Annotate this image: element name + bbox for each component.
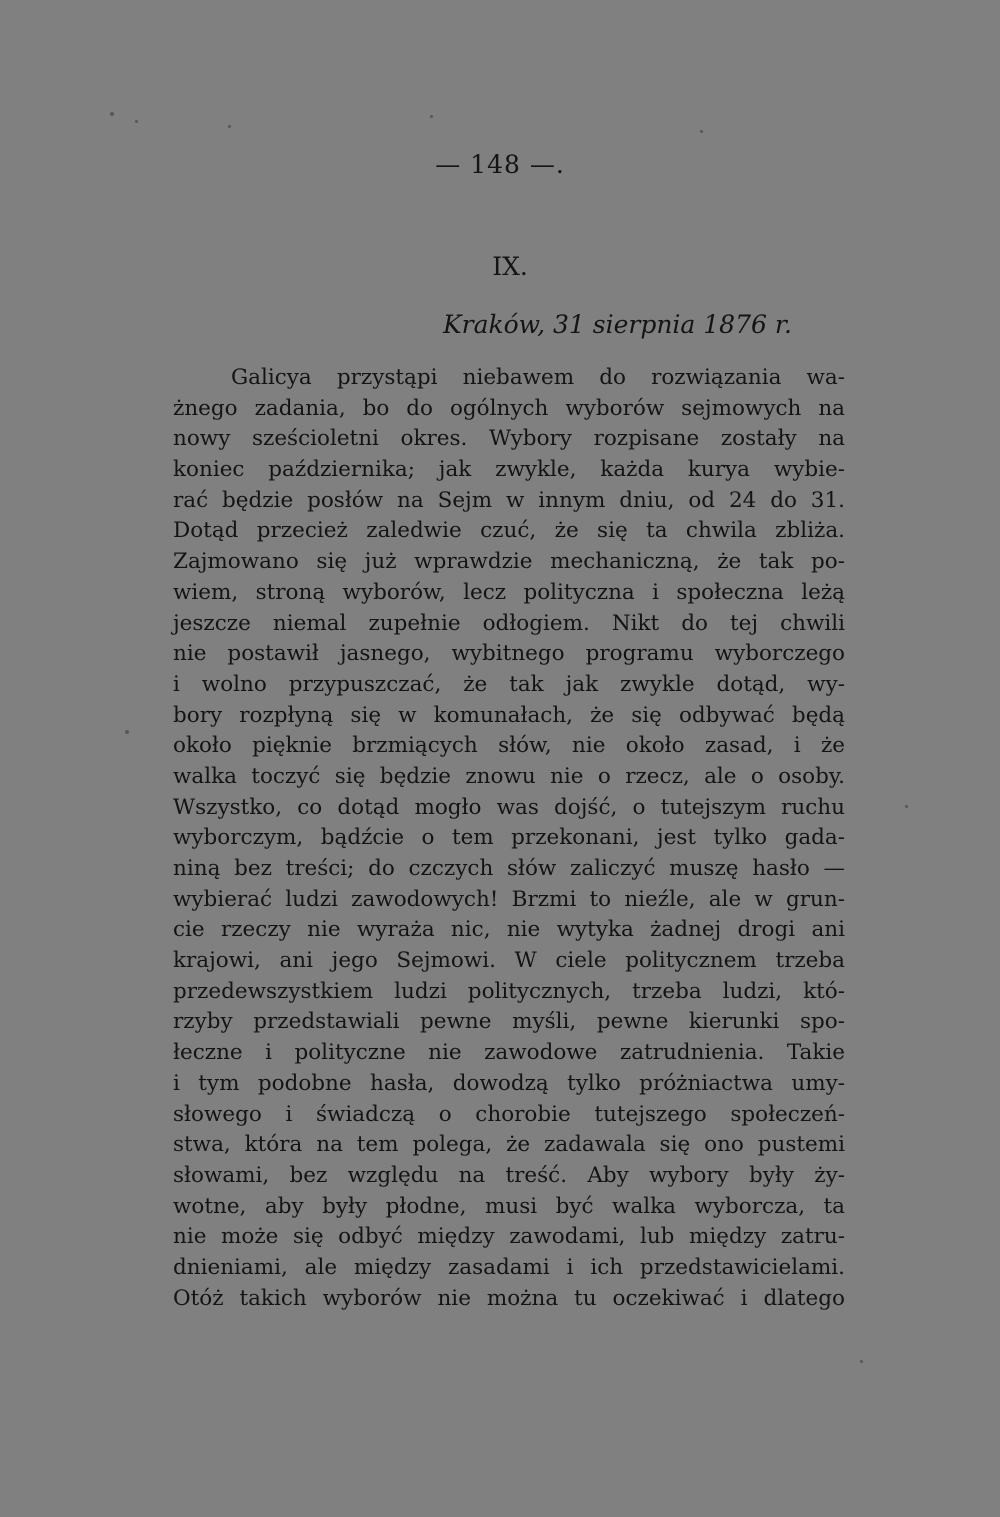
text-line: żnego zadania, bo do ogólnych wyborów sejmowych na [173, 395, 845, 421]
text-line: koniec października; jak zwykle, każda kurya wybie- [173, 457, 845, 483]
text-line: słowego i świadczą o chorobie tutejszego społeczeń- [173, 1101, 845, 1127]
text-line: niną bez treści; do czczych słów zaliczyć muszę hasło — [173, 856, 845, 881]
text-line: cie rzeczy nie wyraża nic, nie wytyka żadnej drogi ani [173, 917, 845, 943]
text-line: nie postawił jasnego, wybitnego programu wyborczego [173, 641, 845, 667]
chapter-heading: IX. [492, 252, 528, 281]
text-line: nie może się odbyć między zawodami, lub między zatru- [173, 1224, 845, 1250]
text-line: Otóż takich wyborów nie można tu oczekiwać i dlatego [173, 1285, 845, 1311]
text-line: Dotąd przecież zaledwie czuć, że się ta chwila zbliża. [173, 518, 845, 544]
print-speck [860, 1360, 863, 1363]
text-line: Galicya przystąpi niebawem do rozwiązania wa- [231, 365, 845, 390]
text-line: Wszystko, co dotąd mogło was dojść, o tutejszym ruchu [173, 794, 845, 820]
text-line: bory rozpłyną się w komunałach, że się odbywać będą [173, 702, 845, 728]
text-line: jeszcze niemal zupełnie odłogiem. Nikt do tej chwili [173, 610, 845, 636]
text-line: Zajmowano się już wprawdzie mechaniczną, że tak po- [173, 549, 845, 575]
text-line: wiem, stroną wyborów, lecz polityczna i społeczna leżą [173, 579, 845, 605]
print-speck [228, 125, 231, 128]
text-line: słowami, bez względu na treść. Aby wybory były ży- [173, 1162, 845, 1188]
dateline: Kraków, 31 sierpnia 1876 r. [442, 310, 792, 339]
text-line: około pięknie brzmiących słów, nie około zasad, i że [173, 733, 845, 759]
print-speck [700, 130, 703, 133]
text-line: i tym podobne hasła, dowodzą tylko próżniactwa umy- [173, 1070, 845, 1096]
text-line: rzyby przedstawiali pewne myśli, pewne kierunki spo- [173, 1009, 845, 1035]
print-speck [905, 805, 908, 808]
text-line: krajowi, ani jego Sejmowi. W ciele politycznem trzeba [173, 948, 845, 974]
text-line: walka toczyć się będzie znowu nie o rzecz, ale o osoby. [173, 763, 845, 789]
text-line: i wolno przypuszczać, że tak jak zwykle dotąd, wy- [173, 671, 845, 697]
page-number: — 148 —. [435, 150, 565, 179]
text-line: nowy sześcioletni okres. Wybory rozpisane zostały na [173, 426, 845, 452]
text-line: wyborczym, bądźcie o tem przekonani, jest tylko gada- [173, 825, 845, 851]
text-line: przedewszystkiem ludzi politycznych, trzeba ludzi, któ- [173, 978, 845, 1004]
body-text [173, 363, 845, 1314]
text-line: wotne, aby były płodne, musi być walka wyborcza, ta [173, 1193, 845, 1219]
print-speck [110, 112, 114, 116]
text-line: łeczne i polityczne nie zawodowe zatrudnienia. Takie [173, 1040, 845, 1066]
text-line: wybierać ludzi zawodowych! Brzmi to nieźle, ale w grun- [173, 886, 845, 912]
print-speck [125, 730, 129, 734]
print-speck [430, 115, 433, 118]
text-line: stwa, która na tem polega, że zadawala się ono pustemi [173, 1132, 845, 1158]
text-line: dnieniami, ale między zasadami i ich przedstawicielami. [173, 1254, 845, 1280]
text-line: rać będzie posłów na Sejm w innym dniu, od 24 do 31. [173, 487, 845, 513]
print-speck [135, 120, 138, 123]
